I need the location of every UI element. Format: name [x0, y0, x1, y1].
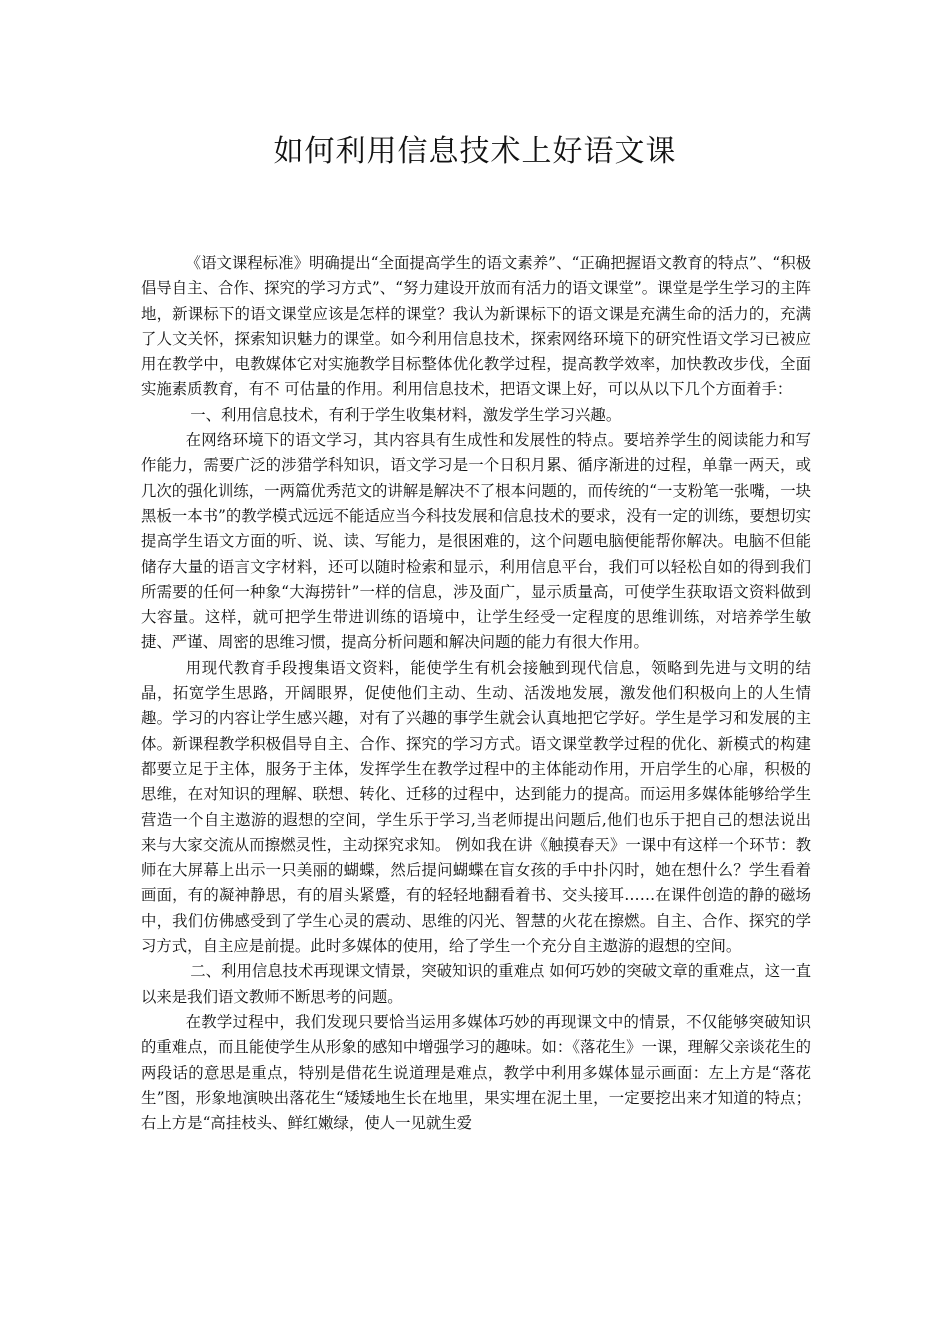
document-body: [141, 251, 811, 1136]
paragraph-teaching-process: 在教学过程中，我们发现只要恰当运用多媒体巧妙的再现课文中的情景，不仅能够突破知识的重难点，而且能使学生从形象的感知中增强学习的趣味。如：《落花生》一课，理解父亲谈花生的两段话的意思是重点，特别是借花生说道理是难点，教学中利用多媒体显示画面：左上方是“落花生”图，形象地演映出落花生“矮矮地生长在地里，果实埋在泥土里，一定要挖出来才知道的特点；右上方是“高挂枝头、鲜红嫩绿，使人一见就生爱: [141, 1012, 811, 1133]
section-heading-2: 二、利用信息技术再现课文情景，突破知识的重难点 如何巧妙的突破文章的重难点，这一直以来是我们语文教师不断思考的问题。: [141, 962, 811, 1006]
paragraph-intro: 《语文课程标准》明确提出“全面提高学生的语文素养”、“正确把握语文教育的特点”、“积极倡导自主、合作、探究的学习方式”、“努力建设开放而有活力的语文课堂”。课堂是学生学习的主阵地，新课标下的语文课堂应该是怎样的课堂？我认为新课标下的语文课是充满生命的活力的，充满了人文关怀，探索知识魅力的课堂。如今利用信息技术，探索网络环境下的研究性语文学习已被应用在教学中，电教媒体它对实施教学目标整体优化教学过程，提高教学效率，加快教改步伐，全面实施素质教育，有不 可估量的作用。利用信息技术，把语文课上好，可以从以下几个方面着手：: [141, 254, 812, 399]
document-title: 如何利用信息技术上好语文课: [273, 134, 677, 169]
paragraph-modern-education: 用现代教育手段搜集语文资料，能使学生有机会接触到现代信息，领略到先进与文明的结晶，拓宽学生思路，开阔眼界，促使他们主动、生动、活泼地发展，激发他们积极向上的人生情趣。学习的内容让学生感兴趣，对有了兴趣的事学生就会认真地把它学好。学生是学习和发展的主体。新课程教学积极倡导自主、合作、探究的学习方式。语文课堂教学过程的优化、新模式的构建都要立足于主体，服务于主体，发挥学生在教学过程中的主体能动作用，开启学生的心扉，积极的思维，在对知识的理解、联想、转化、迁移的过程中，达到能力的提高。而运用多媒体能够给学生营造一个自主遨游的遐想的空间，学生乐于学习,当老师提出问题后,他们也乐于把自己的想法说出来与大家交流从而擦燃灵性，主动探究求知。 例如我在讲《触摸春天》一课中有这样一个环节：教师在大屏幕上出示一只美丽的蝴蝶，然后提问蝴蝶在盲女孩的手中扑闪时，她在想什么？学生看着画面，有的凝神静思，有的眉头紧蹙，有的轻轻地翻看着书、交头接耳……在课件创造的静的磁场中，我们仿佛感受到了学生心灵的震动、思维的闪光、智慧的火花在擦燃。自主、合作、探究的学习方式，自主应是前提。此时多媒体的使用，给了学生一个充分自主遨游的遐想的空间。: [141, 658, 811, 956]
paragraph-network-learning: 在网络环境下的语文学习，其内容具有生成性和发展性的特点。要培养学生的阅读能力和写作能力，需要广泛的涉猎学科知识，语文学习是一个日积月累、循序渐进的过程，单靠一两天，或几次的强化训练，一两篇优秀范文的讲解是解决不了根本问题的，而传统的“一支粉笔一张嘴，一块黑板一本书”的教学模式远远不能适应当今科技发展和信息技术的要求，没有一定的训练，要想切实提高学生语文方面的听、说、读、写能力，是很困难的，这个问题电脑便能帮你解决。电脑不但能储存大量的语言文字材料，还可以随时检索和显示，利用信息平台，我们可以轻松自如的得到我们所需要的任何一种象“大海捞针”一样的信息，涉及面广，显示质量高，可使学生获取语文资料做到大容量。这样，就可把学生带进训练的语境中，让学生经受一定程度的思维训练，对培养学生敏捷、严谨、周密的思维习惯，提高分析问题和解决问题的能力有很大作用。: [141, 431, 811, 652]
section-heading-1: 一、利用信息技术，有利于学生收集材料，激发学生学习兴趣。: [190, 405, 622, 424]
